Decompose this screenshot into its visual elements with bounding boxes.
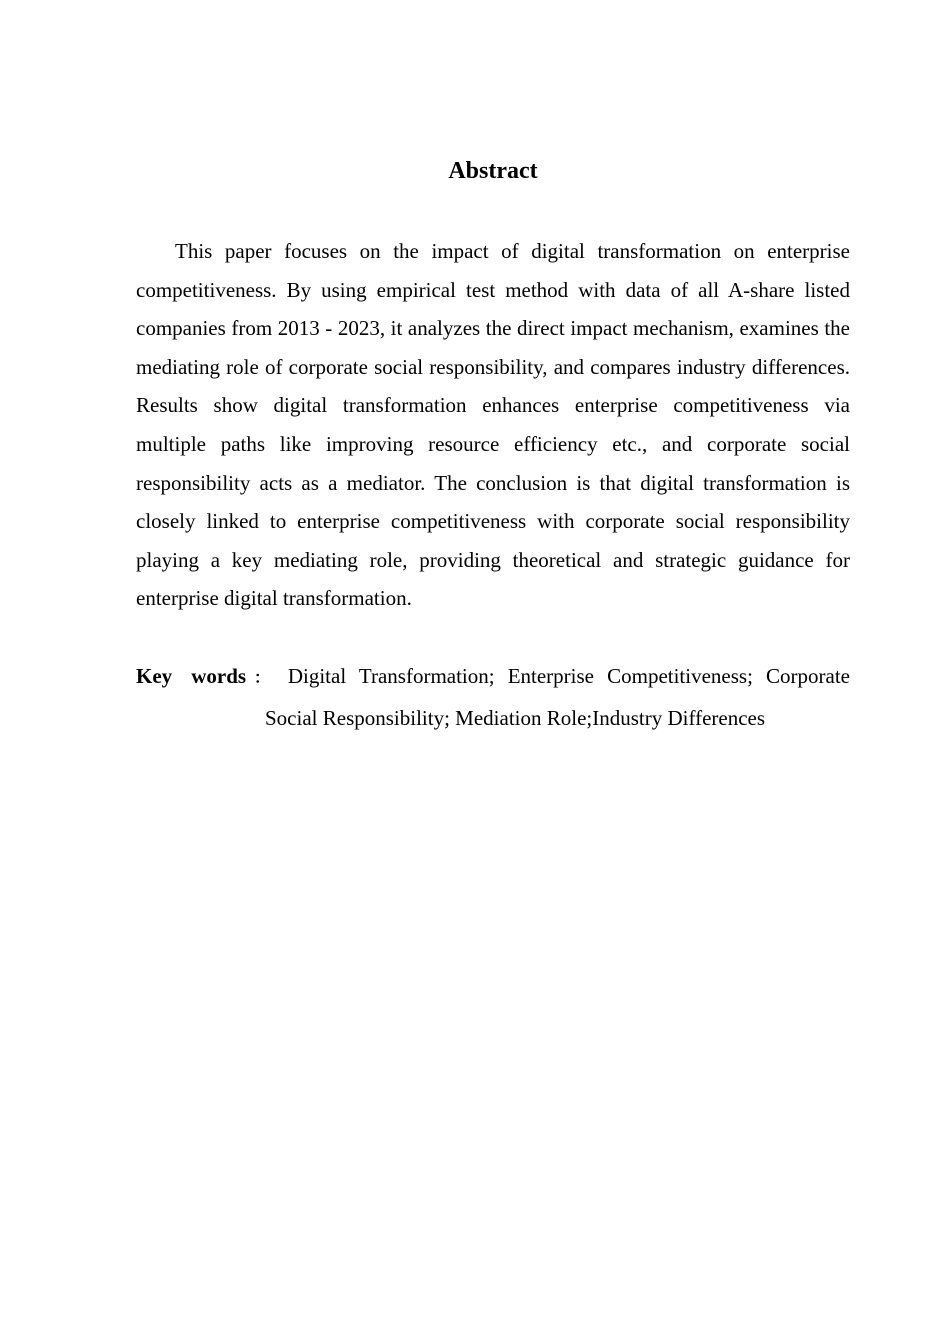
- keywords-text: Digital Transformation; Enterprise Competitiveness; Corporate Social Responsibility; Mediation Role;Industry Differences: [265, 664, 850, 730]
- abstract-body: This paper focuses on the impact of digital transformation on enterprise competitiveness. By using empirical test method with data of all A-share listed companies from 2013 - 2023, it analyzes the direct impact mechanism, examines the mediating role of corporate social responsibility, and compares industry differences. Results show digital transformation enhances enterprise competitiveness via multiple paths like improving resource efficiency etc., and corporate social responsibility acts as a mediator. The conclusion is that digital transformation is closely linked to enterprise competitiveness with corporate social responsibility playing a key mediating role, providing theoretical and strategic guidance for enterprise digital transformation.: [136, 239, 850, 611]
- keywords-line: [136, 657, 850, 737]
- keywords-separator: ：: [246, 670, 278, 687]
- keywords-label: Key words: [136, 664, 247, 688]
- abstract-title: Abstract: [448, 158, 538, 184]
